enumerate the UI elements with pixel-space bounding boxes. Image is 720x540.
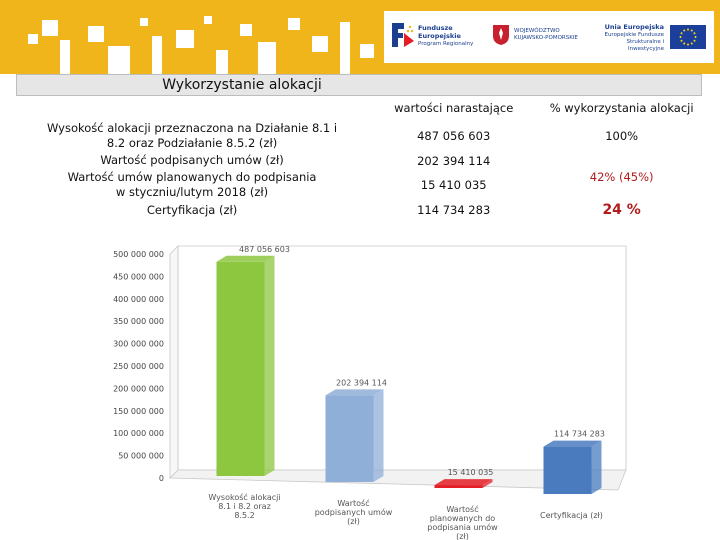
banner-decor (204, 16, 212, 24)
unia-text (592, 24, 664, 53)
y-tick-label: 50 000 000 (118, 451, 164, 461)
banner-decor (108, 46, 130, 74)
bar-top (326, 389, 384, 395)
banner-decor (140, 18, 148, 26)
eu-flag-icon (670, 25, 706, 49)
banner-decor (216, 50, 228, 74)
y-tick-label: 400 000 000 (113, 294, 164, 304)
row-pct: 42% (45%) (589, 169, 654, 184)
y-tick-label: 450 000 000 (113, 272, 164, 282)
table-row (16, 152, 704, 169)
row-value: 114 734 283 (417, 203, 491, 217)
banner-decor (240, 24, 252, 36)
banner-decor (28, 34, 38, 44)
table-header-row (16, 96, 704, 120)
row-label: Wartość podpisanych umów (zł) (100, 153, 284, 167)
y-tick-label: 350 000 000 (113, 317, 164, 327)
row-pct: 100% (605, 129, 639, 143)
fundusze-line1: Fundusze (418, 24, 453, 32)
y-tick-label: 0 (158, 474, 164, 483)
data-label: 202 394 114 (336, 378, 387, 388)
data-label: 487 056 603 (239, 244, 290, 254)
fundusze-europejskie-logo (390, 21, 416, 49)
banner-decor (176, 30, 194, 48)
row-label: Wartość umów planowanych do podpisania w styczniu/lutym 2018 (zł) (67, 170, 317, 199)
y-tick-label: 200 000 000 (113, 384, 164, 394)
bar-side (592, 441, 602, 494)
category-label: Certyfikacja (zł) (540, 511, 603, 520)
woj-line1: WOJEWÓDZTWO (514, 28, 560, 34)
header-banner (0, 0, 720, 74)
bar-top (435, 479, 493, 485)
y-tick-label: 100 000 000 (113, 429, 164, 439)
y-tick-label: 250 000 000 (113, 362, 164, 371)
bar (435, 485, 483, 488)
logos-box (384, 11, 714, 63)
banner-decor (288, 18, 300, 30)
row-label: Wysokość alokacji przeznaczona na Działanie 8.1 i 8.2 oraz Podziałanie 8.5.2 (zł) (46, 121, 338, 150)
row-value: 487 056 603 (417, 129, 491, 143)
table-row (16, 201, 704, 219)
fundusze-line2: Europejskie (418, 32, 461, 40)
row-value: 202 394 114 (417, 153, 491, 168)
title-bar (16, 74, 702, 96)
banner-decor (312, 36, 328, 52)
table-row (16, 120, 704, 152)
banner-decor (42, 20, 58, 36)
category-label: Wartość planowanych do podpisania umów (zł) (427, 505, 498, 540)
y-tick-label: 500 000 000 (113, 250, 164, 259)
bar-top (544, 441, 602, 447)
bar (544, 447, 592, 494)
chart-side-wall (170, 246, 178, 478)
fundusze-line3: Program Regionalny (418, 41, 474, 47)
bar (326, 395, 374, 482)
bar-side (374, 389, 384, 482)
data-label: 15 410 035 (447, 468, 494, 478)
woj-line2: KUJAWSKO-POMORSKIE (514, 35, 578, 41)
ue-line3: Strukturalne i Inwestycyjne (626, 39, 664, 52)
bar (217, 262, 265, 476)
banner-decor (88, 26, 104, 42)
wojewodztwo-text (514, 28, 578, 42)
ue-line1: Unia Europejska (604, 23, 664, 31)
row-pct: 24 % (602, 202, 641, 218)
category-label: Wartość podpisanych umów (zł) (314, 499, 393, 526)
row-value: 15 410 035 (420, 178, 487, 192)
bar-top (217, 256, 275, 262)
fundusze-text (418, 25, 473, 48)
row-label: Certyfikacja (zł) (146, 202, 238, 217)
category-label: Wysokość alokacji 8.1 i 8.2 oraz 8.5.2 (208, 493, 281, 520)
banner-decor (152, 36, 162, 74)
banner-decor (360, 44, 374, 58)
page-title: Wykorzystanie alokacji (162, 77, 322, 93)
banner-decor (258, 42, 276, 74)
bar-side (265, 256, 275, 476)
y-tick-label: 150 000 000 (113, 406, 164, 416)
y-tick-label: 300 000 000 (113, 339, 164, 349)
banner-decor (60, 40, 70, 74)
wojewodztwo-crest-icon (492, 24, 510, 46)
col-header-values: wartości narastające (394, 101, 514, 115)
data-label: 114 734 283 (554, 429, 605, 439)
banner-decor (340, 22, 350, 74)
col-header-pct: % wykorzystania alokacji (549, 101, 694, 115)
allocation-bar-chart (96, 236, 636, 540)
table-header-empty (16, 96, 368, 120)
ue-line2: Europejskie Fundusze (604, 32, 664, 38)
allocation-table (16, 96, 704, 219)
